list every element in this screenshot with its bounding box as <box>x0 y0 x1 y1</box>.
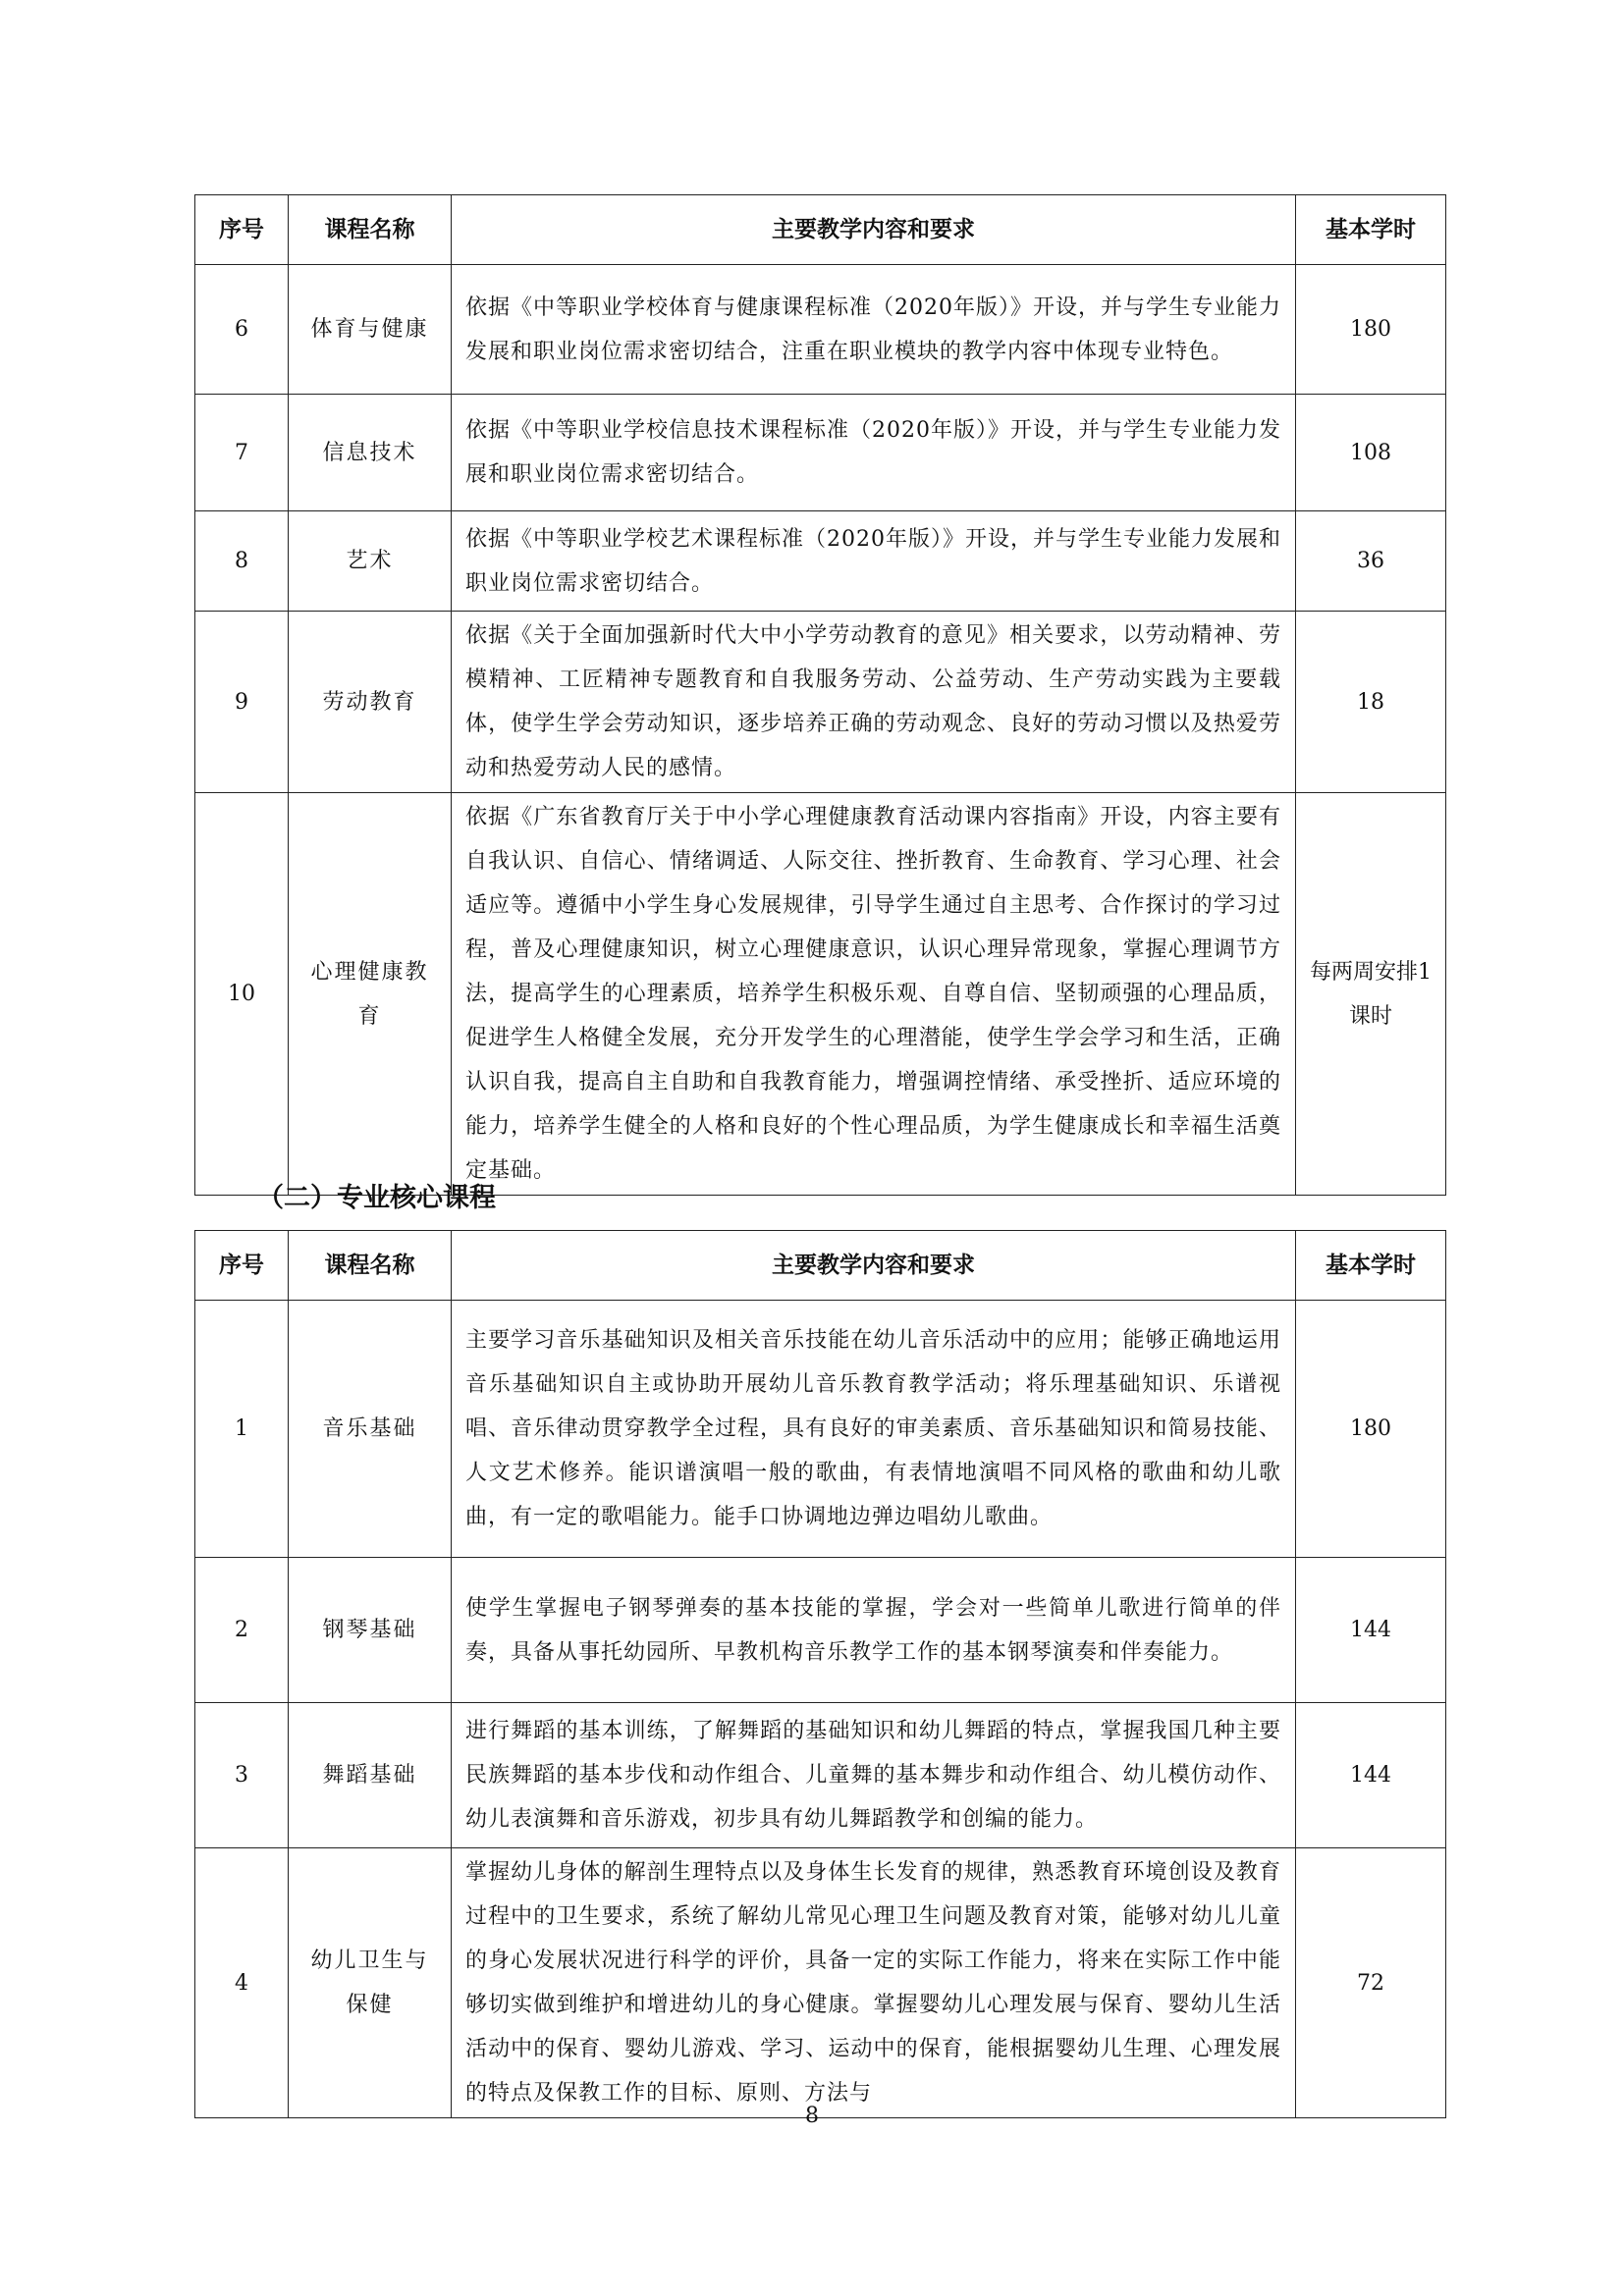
public-courses-table <box>194 194 1446 1196</box>
course-content: 使学生掌握电子钢琴弹奏的基本技能的掌握，学会对一些简单儿歌进行简单的伴奏，具备从事托幼园所、早教机构音乐教学工作的基本钢琴演奏和伴奏能力。 <box>452 1558 1296 1703</box>
section-title: （二）专业核心课程 <box>257 1183 496 1213</box>
course-name: 劳动教育 <box>289 612 452 793</box>
table-row <box>195 1848 1446 2118</box>
course-hours: 108 <box>1296 395 1446 511</box>
course-no: 2 <box>195 1558 289 1703</box>
course-name: 体育与健康 <box>289 265 452 395</box>
course-hours: 144 <box>1296 1558 1446 1703</box>
header-hours: 基本学时 <box>1296 1231 1446 1301</box>
table-row <box>195 1558 1446 1703</box>
course-no: 7 <box>195 395 289 511</box>
course-content: 依据《中等职业学校体育与健康课程标准（2020年版）》开设，并与学生专业能力发展和职业岗位需求密切结合，注重在职业模块的教学内容中体现专业特色。 <box>452 265 1296 395</box>
course-content: 掌握幼儿身体的解剖生理特点以及身体生长发育的规律，熟悉教育环境创设及教育过程中的卫生要求，系统了解幼儿常见心理卫生问题及教育对策，能够对幼儿儿童的身心发展状况进行科学的评价，具备一定的实际工作能力，将来在实际工作中能够切实做到维护和增进幼儿的身心健康。掌握婴幼儿心理发展与保育、婴幼儿生活活动中的保育、婴幼儿游戏、学习、运动中的保育，能根据婴幼儿生理、心理发展的特点及保教工作的目标、原则、方法与 <box>452 1848 1296 2118</box>
course-no: 1 <box>195 1301 289 1558</box>
course-hours: 180 <box>1296 1301 1446 1558</box>
course-no: 9 <box>195 612 289 793</box>
table-header-row <box>195 195 1446 265</box>
course-hours: 每两周安排1课时 <box>1296 793 1446 1196</box>
table-row <box>195 1301 1446 1558</box>
table-row <box>195 1703 1446 1848</box>
table-row <box>195 511 1446 612</box>
table-row <box>195 265 1446 395</box>
header-no: 序号 <box>195 1231 289 1301</box>
course-no: 4 <box>195 1848 289 2118</box>
course-no: 6 <box>195 265 289 395</box>
course-hours: 36 <box>1296 511 1446 612</box>
course-hours: 180 <box>1296 265 1446 395</box>
core-courses-table <box>194 1230 1446 2118</box>
header-course-name: 课程名称 <box>289 1231 452 1301</box>
course-no: 3 <box>195 1703 289 1848</box>
course-name: 艺术 <box>289 511 452 612</box>
course-hours: 18 <box>1296 612 1446 793</box>
course-content: 进行舞蹈的基本训练，了解舞蹈的基础知识和幼儿舞蹈的特点，掌握我国几种主要民族舞蹈的基本步伐和动作组合、儿童舞的基本舞步和动作组合、幼儿模仿动作、幼儿表演舞和音乐游戏，初步具有幼儿舞蹈教学和创编的能力。 <box>452 1703 1296 1848</box>
course-name: 钢琴基础 <box>289 1558 452 1703</box>
table-row <box>195 612 1446 793</box>
course-name: 信息技术 <box>289 395 452 511</box>
header-course-name: 课程名称 <box>289 195 452 265</box>
course-hours: 144 <box>1296 1703 1446 1848</box>
table-header-row <box>195 1231 1446 1301</box>
course-content: 依据《中等职业学校信息技术课程标准（2020年版）》开设，并与学生专业能力发展和职业岗位需求密切结合。 <box>452 395 1296 511</box>
course-content: 依据《中等职业学校艺术课程标准（2020年版）》开设，并与学生专业能力发展和职业岗位需求密切结合。 <box>452 511 1296 612</box>
course-name: 幼儿卫生与保健 <box>289 1848 452 2118</box>
course-name: 心理健康教育 <box>289 793 452 1196</box>
table-row <box>195 395 1446 511</box>
course-name: 舞蹈基础 <box>289 1703 452 1848</box>
course-name: 音乐基础 <box>289 1301 452 1558</box>
course-content: 依据《关于全面加强新时代大中小学劳动教育的意见》相关要求，以劳动精神、劳模精神、工匠精神专题教育和自我服务劳动、公益劳动、生产劳动实践为主要载体，使学生学会劳动知识，逐步培养正确的劳动观念、良好的劳动习惯以及热爱劳动和热爱劳动人民的感情。 <box>452 612 1296 793</box>
header-no: 序号 <box>195 195 289 265</box>
table-row <box>195 793 1446 1196</box>
course-content: 依据《广东省教育厅关于中小学心理健康教育活动课内容指南》开设，内容主要有自我认识、自信心、情绪调适、人际交往、挫折教育、生命教育、学习心理、社会适应等。遵循中小学生身心发展规律，引导学生通过自主思考、合作探讨的学习过程，普及心理健康知识，树立心理健康意识，认识心理异常现象，掌握心理调节方法，提高学生的心理素质，培养学生积极乐观、自尊自信、坚韧顽强的心理品质，促进学生人格健全发展，充分开发学生的心理潜能，使学生学会学习和生活，正确认识自我，提高自主自助和自我教育能力，增强调控情绪、承受挫折、适应环境的能力，培养学生健全的人格和良好的个性心理品质，为学生健康成长和幸福生活奠定基础。 <box>452 793 1296 1196</box>
course-hours: 72 <box>1296 1848 1446 2118</box>
page-number: 8 <box>805 2104 819 2128</box>
header-hours: 基本学时 <box>1296 195 1446 265</box>
course-no: 10 <box>195 793 289 1196</box>
course-no: 8 <box>195 511 289 612</box>
course-content: 主要学习音乐基础知识及相关音乐技能在幼儿音乐活动中的应用；能够正确地运用音乐基础知识自主或协助开展幼儿音乐教育教学活动；将乐理基础知识、乐谱视唱、音乐律动贯穿教学全过程，具有良好的审美素质、音乐基础知识和简易技能、人文艺术修养。能识谱演唱一般的歌曲，有表情地演唱不同风格的歌曲和幼儿歌曲，有一定的歌唱能力。能手口协调地边弹边唱幼儿歌曲。 <box>452 1301 1296 1558</box>
header-content: 主要教学内容和要求 <box>452 195 1296 265</box>
header-content: 主要教学内容和要求 <box>452 1231 1296 1301</box>
